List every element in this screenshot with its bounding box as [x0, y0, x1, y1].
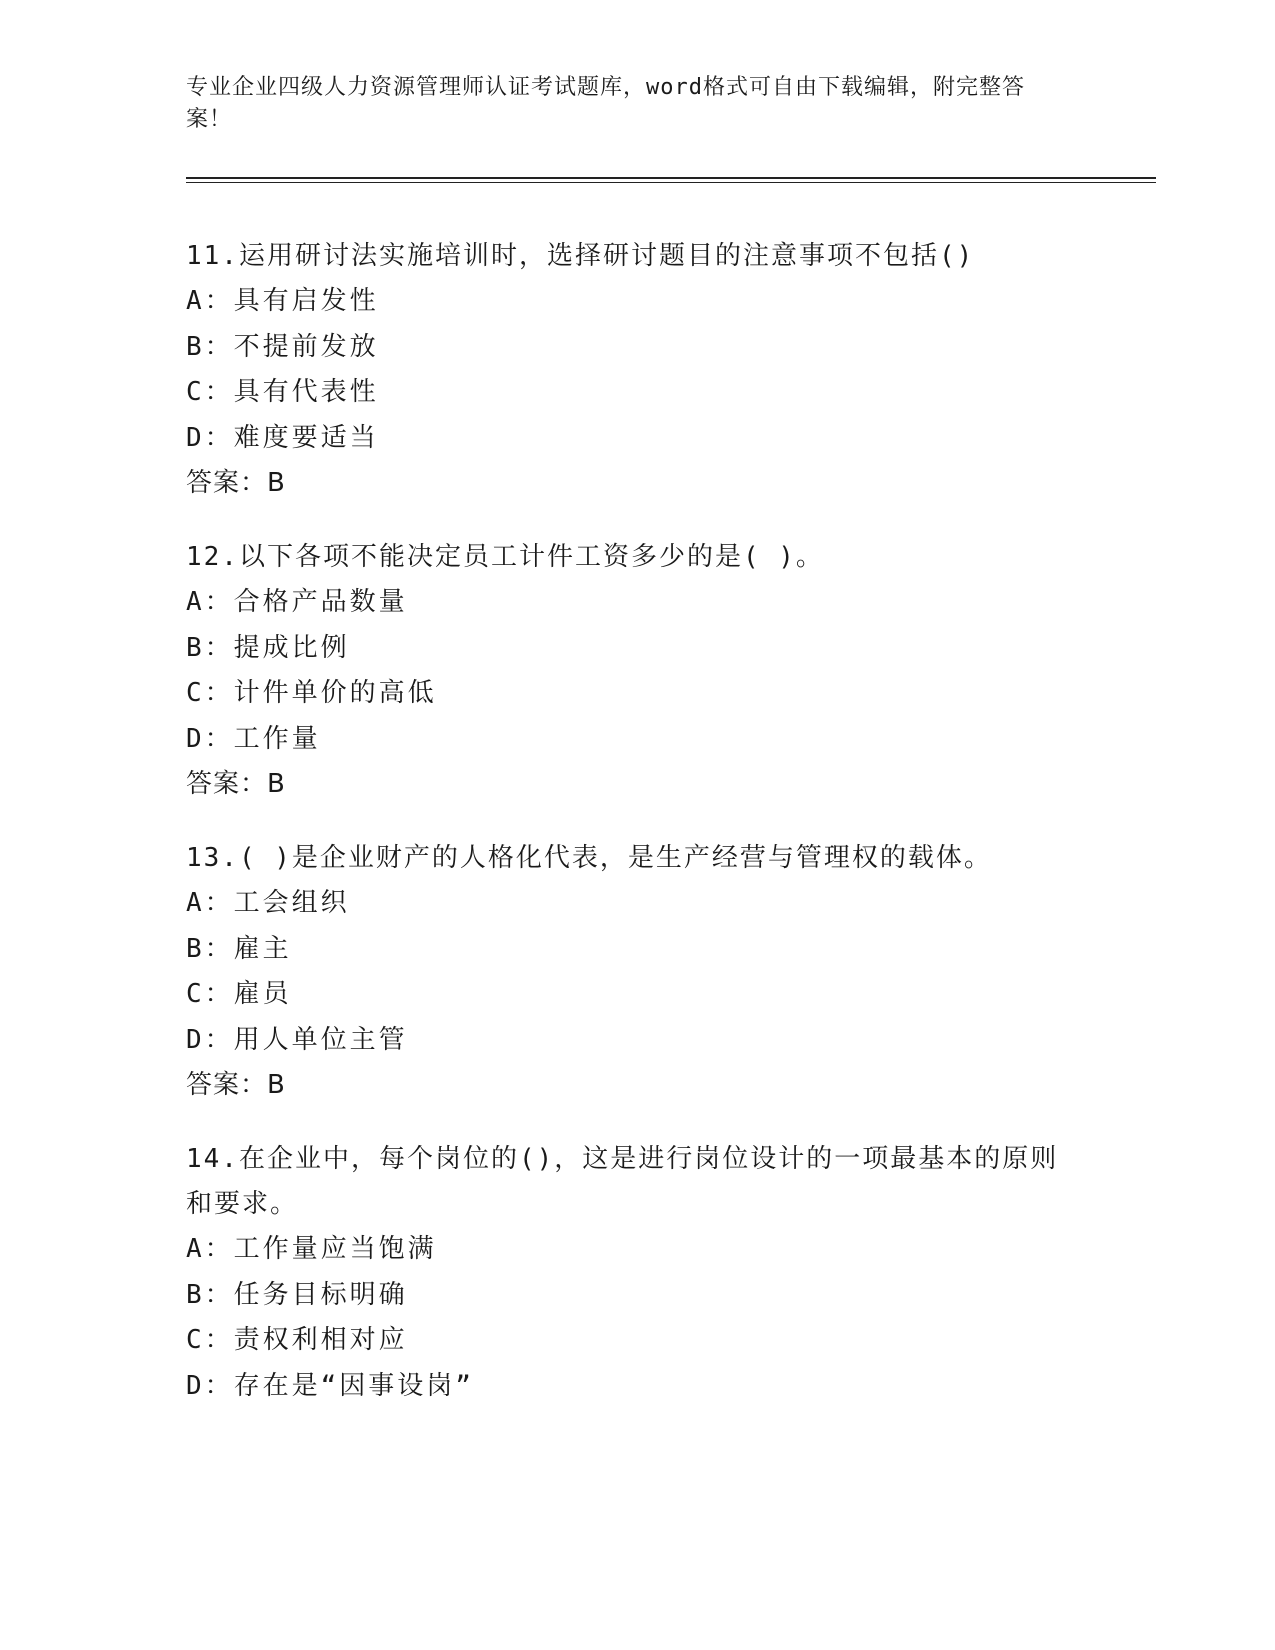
option-d: D：存在是“因事设岗” [186, 1370, 474, 1401]
question-title: 12.以下各项不能决定员工计件工资多少的是( )。 [186, 542, 824, 572]
option-c: C：计件单价的高低 [186, 678, 437, 708]
option-a: A：工作量应当饱满 [186, 1234, 437, 1264]
option-a: A：合格产品数量 [186, 587, 408, 617]
option-c: C：具有代表性 [186, 377, 379, 407]
option-d: D：难度要适当 [186, 422, 379, 453]
answer: 答案：B [186, 769, 286, 799]
option-b: B：不提前发放 [186, 331, 379, 362]
document-header: 专业企业四级人力资源管理师认证考试题库，word格式可自由下载编辑，附完整答案！ [186, 75, 1025, 132]
answer: 答案：B [186, 1070, 286, 1100]
question-13 [186, 836, 1086, 1108]
option-c: C：责权利相对应 [186, 1325, 408, 1355]
question-list [186, 234, 1086, 1438]
option-d: D：用人单位主管 [186, 1024, 408, 1055]
option-a: A：工会组织 [186, 888, 350, 918]
option-d: D：工作量 [186, 723, 321, 754]
question-14 [186, 1137, 1086, 1409]
question-title: 11.运用研讨法实施培训时，选择研讨题目的注意事项不包括() [186, 241, 975, 271]
option-c: C：雇员 [186, 979, 292, 1009]
option-a: A：具有启发性 [186, 286, 379, 316]
question-11 [186, 234, 1086, 506]
option-b: B：雇主 [186, 933, 292, 964]
question-12 [186, 535, 1086, 807]
question-title: 14.在企业中，每个岗位的()，这是进行岗位设计的一项最基本的原则和要求。 [186, 1144, 1059, 1219]
option-b: B：提成比例 [186, 632, 350, 663]
option-b: B：任务目标明确 [186, 1279, 408, 1310]
answer: 答案：B [186, 468, 286, 498]
header-divider-thick [186, 177, 1156, 179]
header-divider-thin [186, 182, 1156, 183]
question-title: 13.( )是企业财产的人格化代表，是生产经营与管理权的载体。 [186, 843, 992, 873]
